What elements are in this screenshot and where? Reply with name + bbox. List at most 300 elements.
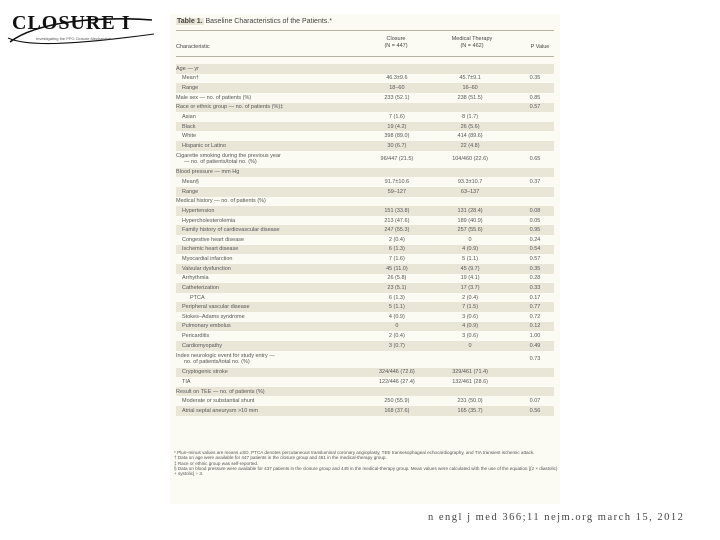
closure-value xyxy=(370,235,425,245)
p-value-text: 0.57 xyxy=(529,104,541,111)
p-value xyxy=(516,312,554,322)
p-value xyxy=(516,112,554,122)
closure-value-text: 398 (89.0) xyxy=(384,133,410,140)
p-value-text: 0.28 xyxy=(529,275,541,282)
row-label-text: Family history of cardiovascular disease xyxy=(182,227,280,234)
closure-value-text: 45 (11.0) xyxy=(386,265,408,272)
closure-value-text: 30 (6.7) xyxy=(387,142,407,149)
medical-therapy-value-text: 5 (1.1) xyxy=(462,256,479,263)
medical-therapy-value-text: 104/460 (22.6) xyxy=(452,156,488,163)
p-value-text: 0.35 xyxy=(529,75,541,82)
p-value xyxy=(516,331,554,341)
closure-value xyxy=(370,122,425,132)
table-row xyxy=(176,312,554,322)
closure-value-text: 6 (1.3) xyxy=(388,294,405,301)
medical-therapy-value xyxy=(424,141,516,151)
citation: n engl j med 366;11 nejm.org march 15, 2012 xyxy=(428,512,685,523)
header-medical xyxy=(424,36,520,50)
p-value-text: 0.85 xyxy=(529,94,541,101)
p-value xyxy=(516,283,554,293)
closure-value xyxy=(370,197,425,207)
table-row xyxy=(176,283,554,293)
closure-value xyxy=(370,64,425,74)
medical-therapy-value xyxy=(424,351,516,368)
header-rule-bottom xyxy=(176,56,554,57)
table-row xyxy=(176,141,554,151)
medical-therapy-value xyxy=(424,387,516,397)
table-row xyxy=(176,302,554,312)
row-label-text: Hispanic or Latino xyxy=(182,142,227,149)
closure-value-text: 4 (0.9) xyxy=(388,313,405,320)
p-value xyxy=(516,235,554,245)
closure-value-text: 151 (33.8) xyxy=(384,207,410,214)
table-row xyxy=(176,368,554,378)
closure-value-text: 6 (1.3) xyxy=(388,246,405,253)
row-label-text: Pulmonary embolus xyxy=(182,323,231,330)
logo-subtitle: Investigating the PFO Closure Mechanism xyxy=(36,36,111,41)
table-row xyxy=(176,254,554,264)
row-label-text: Mean§ xyxy=(182,179,199,186)
closure-value-text: 18–60 xyxy=(389,85,405,92)
closure-value-text: 247 (55.3) xyxy=(384,227,410,234)
p-value xyxy=(516,302,554,312)
p-value-text: 0.33 xyxy=(529,284,541,291)
table-row xyxy=(176,122,554,132)
medical-therapy-value-text: 3 (0.6) xyxy=(462,333,479,340)
medical-therapy-value-text: 414 (89.6) xyxy=(457,133,483,140)
table-row xyxy=(176,168,554,178)
closure-value xyxy=(370,206,425,216)
medical-therapy-value-text: 4 (0.9) xyxy=(462,323,479,330)
footnote: § Data on blood pressure were available for 437 patients in the closure group and 449 in the medical-therapy group. Mean values were calculated with the use of the equation [(2 × diastolic) + systolic] ÷ 3. xyxy=(174,465,558,477)
row-label-text: Male sex — no. of patients (%) xyxy=(176,94,252,101)
closure-value-text: 26 (5.8) xyxy=(387,275,407,282)
medical-therapy-value-text: 19 (4.1) xyxy=(460,275,480,282)
row-label xyxy=(176,64,370,74)
medical-therapy-value xyxy=(424,187,516,197)
row-label-text: Ischemic heart disease xyxy=(182,246,239,253)
table-row xyxy=(176,177,554,187)
medical-therapy-value-text: 165 (35.7) xyxy=(457,407,483,414)
row-label xyxy=(176,254,370,264)
medical-therapy-value xyxy=(424,312,516,322)
row-label xyxy=(176,312,370,322)
medical-therapy-value-text: 7 (1.5) xyxy=(462,304,479,311)
row-label-text: Result on TEE — no. of patients (%) xyxy=(176,388,265,395)
closure-value-text: 23 (5.1) xyxy=(387,284,407,291)
row-label xyxy=(176,245,370,255)
row-label-text: Stokes–Adams syndrome xyxy=(182,313,245,320)
row-label-text: Atrial septal aneurysm >10 mm xyxy=(182,407,258,414)
p-value xyxy=(516,293,554,303)
p-value xyxy=(516,151,554,168)
medical-therapy-value xyxy=(424,406,516,416)
row-label xyxy=(176,331,370,341)
closure-value xyxy=(370,141,425,151)
closure-value xyxy=(370,74,425,84)
p-value xyxy=(516,64,554,74)
closure-value xyxy=(370,274,425,284)
table-row xyxy=(176,216,554,226)
medical-therapy-value xyxy=(424,377,516,387)
row-label-text: White xyxy=(182,133,197,140)
row-label-text: Medical history — no. of patients (%) xyxy=(176,198,266,205)
row-label xyxy=(176,141,370,151)
row-label xyxy=(176,225,370,235)
p-value xyxy=(516,187,554,197)
medical-therapy-value-text: 4 (0.9) xyxy=(462,246,479,253)
row-label xyxy=(176,264,370,274)
closure-value-text: 7 (1.6) xyxy=(388,256,405,263)
closure-value xyxy=(370,302,425,312)
p-value xyxy=(516,74,554,84)
closure-value xyxy=(370,387,425,397)
p-value xyxy=(516,197,554,207)
header-closure-label: Closure xyxy=(386,36,406,42)
row-label-text: Myocardial infarction xyxy=(182,256,233,263)
medical-therapy-value-text: 0 xyxy=(468,236,472,243)
medical-therapy-value-text: 45 (9.7) xyxy=(460,265,480,272)
p-value xyxy=(516,387,554,397)
medical-therapy-value-text: 17 (3.7) xyxy=(460,284,480,291)
closure-value xyxy=(370,264,425,274)
closure-value-text: 7 (1.6) xyxy=(388,113,405,120)
closure-value xyxy=(370,216,425,226)
row-label-text: Black xyxy=(182,123,196,130)
closure-value-text: 5 (1.1) xyxy=(388,304,405,311)
medical-therapy-value xyxy=(424,274,516,284)
p-value xyxy=(516,274,554,284)
closure-value-text: 3 (0.7) xyxy=(388,342,405,349)
medical-therapy-value xyxy=(424,283,516,293)
row-label xyxy=(176,377,370,387)
row-label xyxy=(176,387,370,397)
medical-therapy-value xyxy=(424,264,516,274)
p-value-text: 0.49 xyxy=(529,342,541,349)
row-label xyxy=(176,206,370,216)
row-label xyxy=(176,93,370,103)
row-label-text: PTCA xyxy=(190,294,205,301)
p-value xyxy=(516,225,554,235)
row-label-continuation: no. of patients/total no. (%) xyxy=(184,359,250,365)
table-row xyxy=(176,406,554,416)
row-label xyxy=(176,122,370,132)
p-value xyxy=(516,122,554,132)
row-label-text: Moderate or substantial shunt xyxy=(182,398,255,405)
table-row xyxy=(176,264,554,274)
closure-value-text: 96/447 (21.5) xyxy=(380,156,414,163)
closure-value xyxy=(370,341,425,351)
header-closure-n: (N = 447) xyxy=(384,43,408,49)
closure-value xyxy=(370,245,425,255)
medical-therapy-value xyxy=(424,368,516,378)
medical-therapy-value-text: 189 (40.9) xyxy=(457,217,483,224)
medical-therapy-value xyxy=(424,322,516,332)
row-label xyxy=(176,168,370,178)
medical-therapy-value-text: 93.3±10.7 xyxy=(457,179,483,186)
medical-therapy-value-text: 2 (0.4) xyxy=(462,294,479,301)
medical-therapy-value xyxy=(424,225,516,235)
closure-value xyxy=(370,368,425,378)
medical-therapy-value xyxy=(424,93,516,103)
table-caption: Baseline Characteristics of the Patients.* xyxy=(205,18,332,25)
p-value xyxy=(516,245,554,255)
header-p-value: P Value xyxy=(530,44,550,50)
row-label-text: Age — yr xyxy=(176,65,199,72)
closure-value xyxy=(370,187,425,197)
row-label xyxy=(176,293,370,303)
closure-value-text: 0 xyxy=(395,323,399,330)
row-label-text: Catheterization xyxy=(182,284,219,291)
closure-value xyxy=(370,112,425,122)
row-label xyxy=(176,322,370,332)
p-value xyxy=(516,83,554,93)
closure-value xyxy=(370,131,425,141)
medical-therapy-value-text: 231 (50.0) xyxy=(457,398,483,405)
medical-therapy-value-text: 63–137 xyxy=(460,188,480,195)
row-label xyxy=(176,235,370,245)
table-row xyxy=(176,322,554,332)
p-value-text: 0.08 xyxy=(529,207,541,214)
row-label-text: Pericarditis xyxy=(182,333,210,340)
p-value xyxy=(516,206,554,216)
closure-value xyxy=(370,351,425,368)
p-value-text: 0.12 xyxy=(529,323,541,330)
table-row xyxy=(176,103,554,113)
closure-value-text: 46.3±9.6 xyxy=(386,75,408,82)
row-label-text: Index neurologic event for study entry — xyxy=(176,353,275,359)
closure-value xyxy=(370,406,425,416)
row-label-text: Congestive heart disease xyxy=(182,236,245,243)
medical-therapy-value-text: 45.7±9.1 xyxy=(459,75,481,82)
closure-value-text: 250 (55.9) xyxy=(384,398,410,405)
medical-therapy-value-text: 16–60 xyxy=(462,85,478,92)
closure-logo xyxy=(6,12,156,48)
p-value xyxy=(516,93,554,103)
medical-therapy-value xyxy=(424,74,516,84)
table-row xyxy=(176,64,554,74)
closure-value xyxy=(370,396,425,406)
closure-value xyxy=(370,254,425,264)
p-value xyxy=(516,216,554,226)
row-label-text: Cardiomyopathy xyxy=(182,342,223,349)
row-label xyxy=(176,406,370,416)
medical-therapy-value xyxy=(424,122,516,132)
table-row xyxy=(176,131,554,141)
row-label xyxy=(176,177,370,187)
medical-therapy-value-text: 329/461 (71.4) xyxy=(452,369,488,376)
closure-value xyxy=(370,177,425,187)
closure-value xyxy=(370,322,425,332)
header-medical-label: Medical Therapy xyxy=(451,36,493,42)
table-row xyxy=(176,235,554,245)
row-label xyxy=(176,396,370,406)
table-row xyxy=(176,377,554,387)
table-row xyxy=(176,206,554,216)
medical-therapy-value xyxy=(424,64,516,74)
medical-therapy-value xyxy=(424,245,516,255)
medical-therapy-value xyxy=(424,331,516,341)
table-row xyxy=(176,225,554,235)
table-number: Table 1. xyxy=(177,18,203,25)
table-row xyxy=(176,83,554,93)
row-label-text: Hypertension xyxy=(182,207,215,214)
medical-therapy-value-text: 257 (55.6) xyxy=(457,227,483,234)
row-label-text: Cigarette smoking during the previous year xyxy=(176,153,281,160)
p-value xyxy=(516,406,554,416)
closure-value xyxy=(370,293,425,303)
medical-therapy-value-text: 132/461 (28.6) xyxy=(452,378,488,385)
p-value xyxy=(516,322,554,332)
closure-value xyxy=(370,93,425,103)
medical-therapy-value xyxy=(424,151,516,168)
logo-title: CLOSURE I xyxy=(12,12,131,34)
closure-value-text: 19 (4.2) xyxy=(387,123,407,130)
row-label xyxy=(176,197,370,207)
p-value-text: 0.95 xyxy=(529,227,541,234)
table-row xyxy=(176,351,554,368)
medical-therapy-value-text: 131 (28.4) xyxy=(457,207,483,214)
p-value-text: 0.37 xyxy=(529,179,541,186)
p-value-text: 0.65 xyxy=(529,156,541,163)
row-label xyxy=(176,103,370,113)
p-value xyxy=(516,141,554,151)
row-label-continuation: — no. of patients/total no. (%) xyxy=(184,159,257,166)
medical-therapy-value xyxy=(424,177,516,187)
row-label-text: Cryptogenic stroke xyxy=(182,369,228,376)
medical-therapy-value xyxy=(424,302,516,312)
table-row xyxy=(176,112,554,122)
row-label-text: Range xyxy=(182,85,199,92)
medical-therapy-value xyxy=(424,341,516,351)
medical-therapy-value xyxy=(424,396,516,406)
p-value-text: 0.56 xyxy=(529,407,541,414)
closure-value xyxy=(370,283,425,293)
closure-value-text: 233 (52.1) xyxy=(384,94,410,101)
row-label-text: TIA xyxy=(182,378,191,385)
medical-therapy-value-text: 238 (51.5) xyxy=(457,94,483,101)
footnote: † Data on age were available for 447 patients in the closure group and 461 in the medical-therapy group. xyxy=(174,455,387,461)
medical-therapy-value xyxy=(424,235,516,245)
table-row xyxy=(176,93,554,103)
closure-value-text: 122/446 (27.4) xyxy=(378,378,415,385)
medical-therapy-value xyxy=(424,83,516,93)
closure-value-text: 324/446 (72.6) xyxy=(378,369,415,376)
closure-value xyxy=(370,377,425,387)
row-label-text: Valvular dysfunction xyxy=(182,265,231,272)
medical-therapy-value xyxy=(424,131,516,141)
table-row xyxy=(176,151,554,168)
p-value-text: 0.35 xyxy=(529,265,541,272)
p-value-text: 0.57 xyxy=(529,256,541,263)
row-label xyxy=(176,351,370,368)
closure-value-text: 91.7±10.6 xyxy=(384,179,410,186)
footnote: * Plus–minus values are means ±SD. PTCA denotes percutaneous transluminal coronary angioplasty, TEE transesophageal echocardiography, and TIA transient ischemic attack. xyxy=(174,450,535,455)
row-label xyxy=(176,151,370,168)
row-label xyxy=(176,112,370,122)
row-label-text: Arrhythmia xyxy=(182,275,209,282)
row-label xyxy=(176,83,370,93)
closure-value-text: 59–127 xyxy=(387,188,407,195)
p-value xyxy=(516,177,554,187)
medical-therapy-value xyxy=(424,197,516,207)
table-document xyxy=(170,14,560,504)
closure-value xyxy=(370,168,425,178)
p-value-text: 0.17 xyxy=(529,294,541,301)
medical-therapy-value xyxy=(424,254,516,264)
table-title xyxy=(176,18,332,25)
row-label xyxy=(176,216,370,226)
p-value-text: 0.24 xyxy=(529,236,541,243)
p-value xyxy=(516,131,554,141)
p-value-text: 0.72 xyxy=(529,313,541,320)
table-footnotes xyxy=(174,450,558,476)
p-value xyxy=(516,368,554,378)
closure-value xyxy=(370,83,425,93)
table-row xyxy=(176,274,554,284)
header-medical-n: (N = 462) xyxy=(460,43,484,49)
row-label xyxy=(176,131,370,141)
p-value-text: 0.73 xyxy=(529,356,541,362)
p-value xyxy=(516,377,554,387)
table-row xyxy=(176,396,554,406)
p-value xyxy=(516,351,554,368)
row-label-text: Blood pressure — mm Hg xyxy=(176,169,240,176)
row-label xyxy=(176,368,370,378)
row-label xyxy=(176,187,370,197)
row-label-text: Range xyxy=(182,188,199,195)
medical-therapy-value xyxy=(424,206,516,216)
p-value xyxy=(516,103,554,113)
medical-therapy-value-text: 26 (5.6) xyxy=(460,123,480,130)
closure-value xyxy=(370,103,425,113)
medical-therapy-value xyxy=(424,168,516,178)
row-label-text: Mean† xyxy=(182,75,199,82)
table-row xyxy=(176,74,554,84)
p-value-text: 0.54 xyxy=(529,246,541,253)
closure-value-text: 2 (0.4) xyxy=(388,333,405,340)
table-row xyxy=(176,341,554,351)
table-row xyxy=(176,245,554,255)
header-closure xyxy=(368,36,424,50)
medical-therapy-value xyxy=(424,112,516,122)
row-label xyxy=(176,274,370,284)
p-value xyxy=(516,264,554,274)
medical-therapy-value-text: 8 (1.7) xyxy=(462,113,479,120)
medical-therapy-value-text: 0 xyxy=(468,342,472,349)
row-label xyxy=(176,283,370,293)
baseline-table xyxy=(176,64,554,416)
table-row xyxy=(176,187,554,197)
medical-therapy-value-text: 22 (4.8) xyxy=(460,142,480,149)
closure-value xyxy=(370,312,425,322)
closure-value xyxy=(370,331,425,341)
p-value-text: 0.07 xyxy=(529,398,541,405)
closure-value-text: 2 (0.4) xyxy=(388,236,405,243)
p-value-text: 1.00 xyxy=(529,333,541,340)
medical-therapy-value xyxy=(424,216,516,226)
p-value xyxy=(516,168,554,178)
medical-therapy-value xyxy=(424,103,516,113)
row-label-text: Race or ethnic group — no. of patients (%)‡ xyxy=(176,104,284,111)
table-row xyxy=(176,197,554,207)
row-label xyxy=(176,341,370,351)
closure-value xyxy=(370,225,425,235)
row-label xyxy=(176,74,370,84)
closure-value xyxy=(370,151,425,168)
table-row xyxy=(176,331,554,341)
row-label xyxy=(176,302,370,312)
